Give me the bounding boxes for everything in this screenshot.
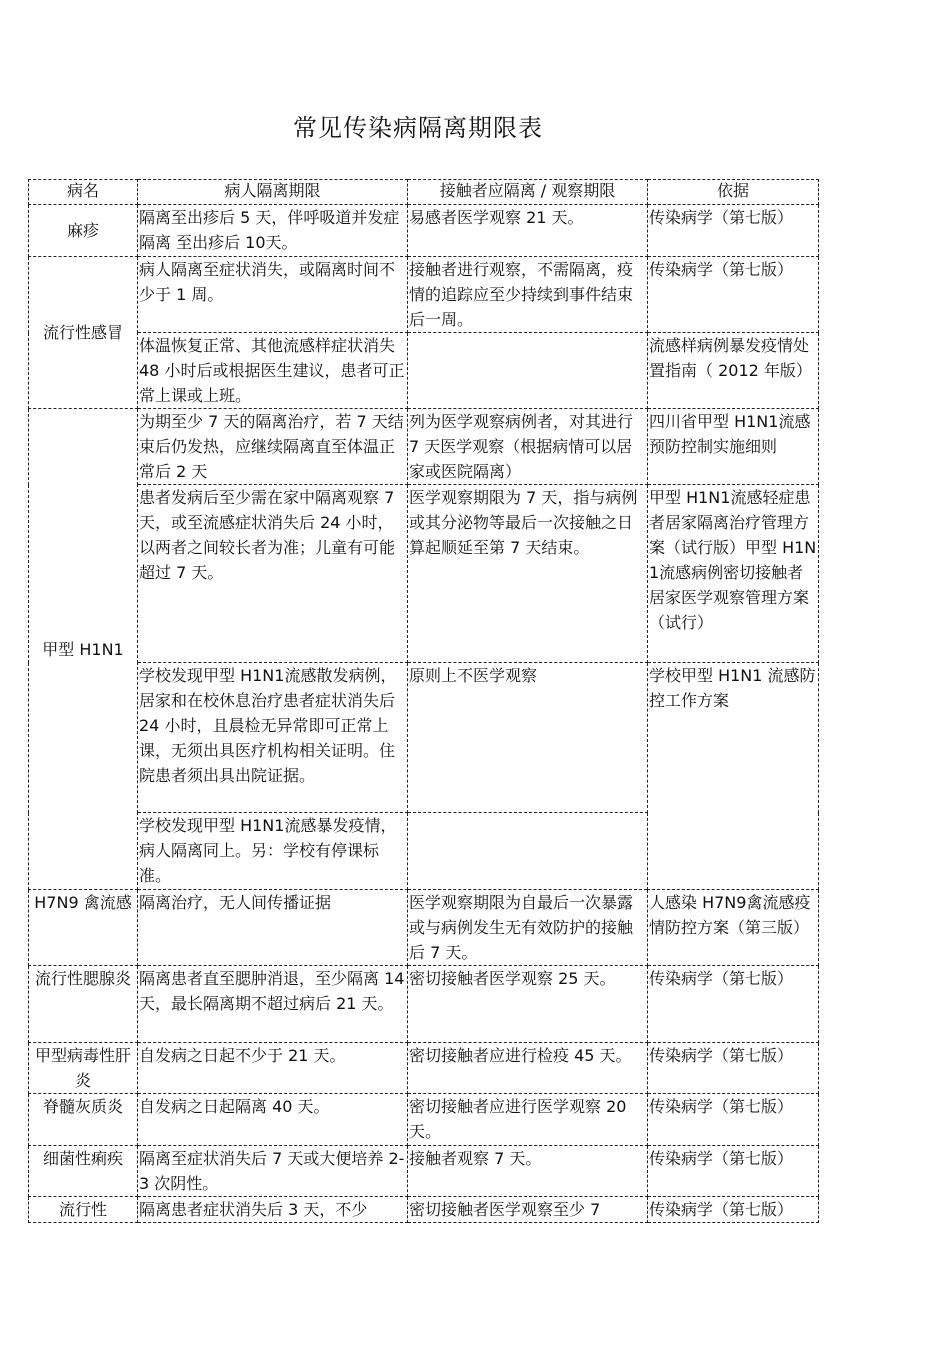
contact-observation-cell: 接触者进行观察，不需隔离，疫情的追踪应至少持续到事件结束后一周。	[408, 257, 648, 333]
basis-cell: 四川省甲型 H1N1流感预防控制实施细则	[648, 409, 819, 485]
patient-isolation-cell: 隔离至出疹后 5 天，伴呼吸道并发症隔离 至出疹后 10天。	[138, 205, 408, 257]
disease-name: 流行性感冒	[29, 257, 138, 409]
contact-observation-cell: 医学观察期限为自最后一次暴露或与病例发生无有效防护的接触后 7 天。	[408, 890, 648, 966]
contact-observation-cell	[408, 813, 648, 890]
patient-isolation-cell: 自发病之日起隔离 40 天。	[138, 1094, 408, 1146]
disease-name: 甲型 H1N1	[29, 409, 138, 890]
table-header-row	[29, 180, 819, 205]
disease-name: 甲型病毒性肝炎	[29, 1043, 138, 1094]
table-row	[29, 485, 819, 663]
contact-observation-cell: 原则上不医学观察	[408, 663, 648, 813]
header-basis: 依据	[648, 180, 819, 205]
table-row	[29, 205, 819, 257]
header-contact-observation: 接触者应隔离 / 观察期限	[408, 180, 648, 205]
header-disease: 病名	[29, 180, 138, 205]
contact-observation-cell	[408, 333, 648, 409]
basis-cell: 传染病学（第七版）	[648, 1094, 819, 1146]
basis-cell: 传染病学（第七版）	[648, 1043, 819, 1094]
basis-cell: 学校甲型 H1N1 流感防控工作方案	[648, 663, 819, 890]
disease-name: 脊髓灰质炎	[29, 1094, 138, 1146]
basis-cell: 传染病学（第七版）	[648, 205, 819, 257]
table-row	[29, 1197, 819, 1223]
page-title: 常见传染病隔离期限表	[293, 114, 543, 142]
patient-isolation-cell: 体温恢复正常、其他流感样症状消失 48 小时后或根据医生建议，患者可正常上课或上班。	[138, 333, 408, 409]
contact-observation-cell: 接触者观察 7 天。	[408, 1146, 648, 1197]
disease-name: 细菌性痢疾	[29, 1146, 138, 1197]
contact-observation-cell: 密切接触者应进行检疫 45 天。	[408, 1043, 648, 1094]
contact-observation-cell: 密切接触者应进行医学观察 20 天。	[408, 1094, 648, 1146]
basis-cell: 传染病学（第七版）	[648, 1146, 819, 1197]
contact-observation-cell: 密切接触者医学观察 25 天。	[408, 966, 648, 1043]
table-row	[29, 257, 819, 333]
patient-isolation-cell: 隔离患者症状消失后 3 天，不少	[138, 1197, 408, 1223]
basis-cell: 甲型 H1N1流感轻症患者居家隔离治疗管理方案（试行版）甲型 H1N1流感病例密切接触者居家医学观察管理方案 （试行）	[648, 485, 819, 663]
basis-cell: 人感染 H7N9禽流感疫情防控方案（第三版）	[648, 890, 819, 966]
patient-isolation-cell: 隔离治疗，无人间传播证据	[138, 890, 408, 966]
contact-observation-cell: 医学观察期限为 7 天，指与病例或其分泌物等最后一次接触之日算起顺延至第 7 天结束。	[408, 485, 648, 663]
table-row	[29, 1094, 819, 1146]
table-row	[29, 333, 819, 409]
patient-isolation-cell: 患者发病后至少需在家中隔离观察 7 天，或至流感症状消失后 24 小时，以两者之间较长者为准；儿童有可能超过 7 天。	[138, 485, 408, 663]
table-row	[29, 663, 819, 813]
table-row	[29, 966, 819, 1043]
header-patient-isolation: 病人隔离期限	[138, 180, 408, 205]
patient-isolation-cell: 自发病之日起不少于 21 天。	[138, 1043, 408, 1094]
patient-isolation-cell: 隔离至症状消失后 7 天或大便培养 2-3 次阴性。	[138, 1146, 408, 1197]
disease-name: 麻疹	[29, 205, 138, 257]
basis-cell: 传染病学（第七版）	[648, 1197, 819, 1223]
contact-observation-cell: 列为医学观察病例者，对其进行 7 天医学观察（根据病情可以居家或医院隔离）	[408, 409, 648, 485]
basis-cell: 传染病学（第七版）	[648, 257, 819, 333]
table-row	[29, 1146, 819, 1197]
table-row	[29, 1043, 819, 1094]
isolation-table	[28, 179, 819, 1223]
disease-name: 流行性	[29, 1197, 138, 1223]
patient-isolation-cell: 学校发现甲型 H1N1流感散发病例，居家和在校休息治疗患者症状消失后 24 小时，且晨检无异常即可正常上课，无须出具医疗机构相关证明。住院患者须出具出院证据。	[138, 663, 408, 813]
disease-name: 流行性腮腺炎	[29, 966, 138, 1043]
basis-cell: 流感样病例暴发疫情处置指南（ 2012 年版）	[648, 333, 819, 409]
disease-name: H7N9 禽流感	[29, 890, 138, 966]
table-row	[29, 890, 819, 966]
contact-observation-cell: 密切接触者医学观察至少 7	[408, 1197, 648, 1223]
contact-observation-cell: 易感者医学观察 21 天。	[408, 205, 648, 257]
basis-cell: 传染病学（第七版）	[648, 966, 819, 1043]
patient-isolation-cell: 隔离患者直至腮肿消退，至少隔离 14 天，最长隔离期不超过病后 21 天。	[138, 966, 408, 1043]
patient-isolation-cell: 学校发现甲型 H1N1流感暴发疫情，病人隔离同上。另：学校有停课标准。	[138, 813, 408, 890]
patient-isolation-cell: 为期至少 7 天的隔离治疗，若 7 天结束后仍发热，应继续隔离直至体温正常后 2 天	[138, 409, 408, 485]
table-row	[29, 409, 819, 485]
patient-isolation-cell: 病人隔离至症状消失，或隔离时间不少于 1 周。	[138, 257, 408, 333]
